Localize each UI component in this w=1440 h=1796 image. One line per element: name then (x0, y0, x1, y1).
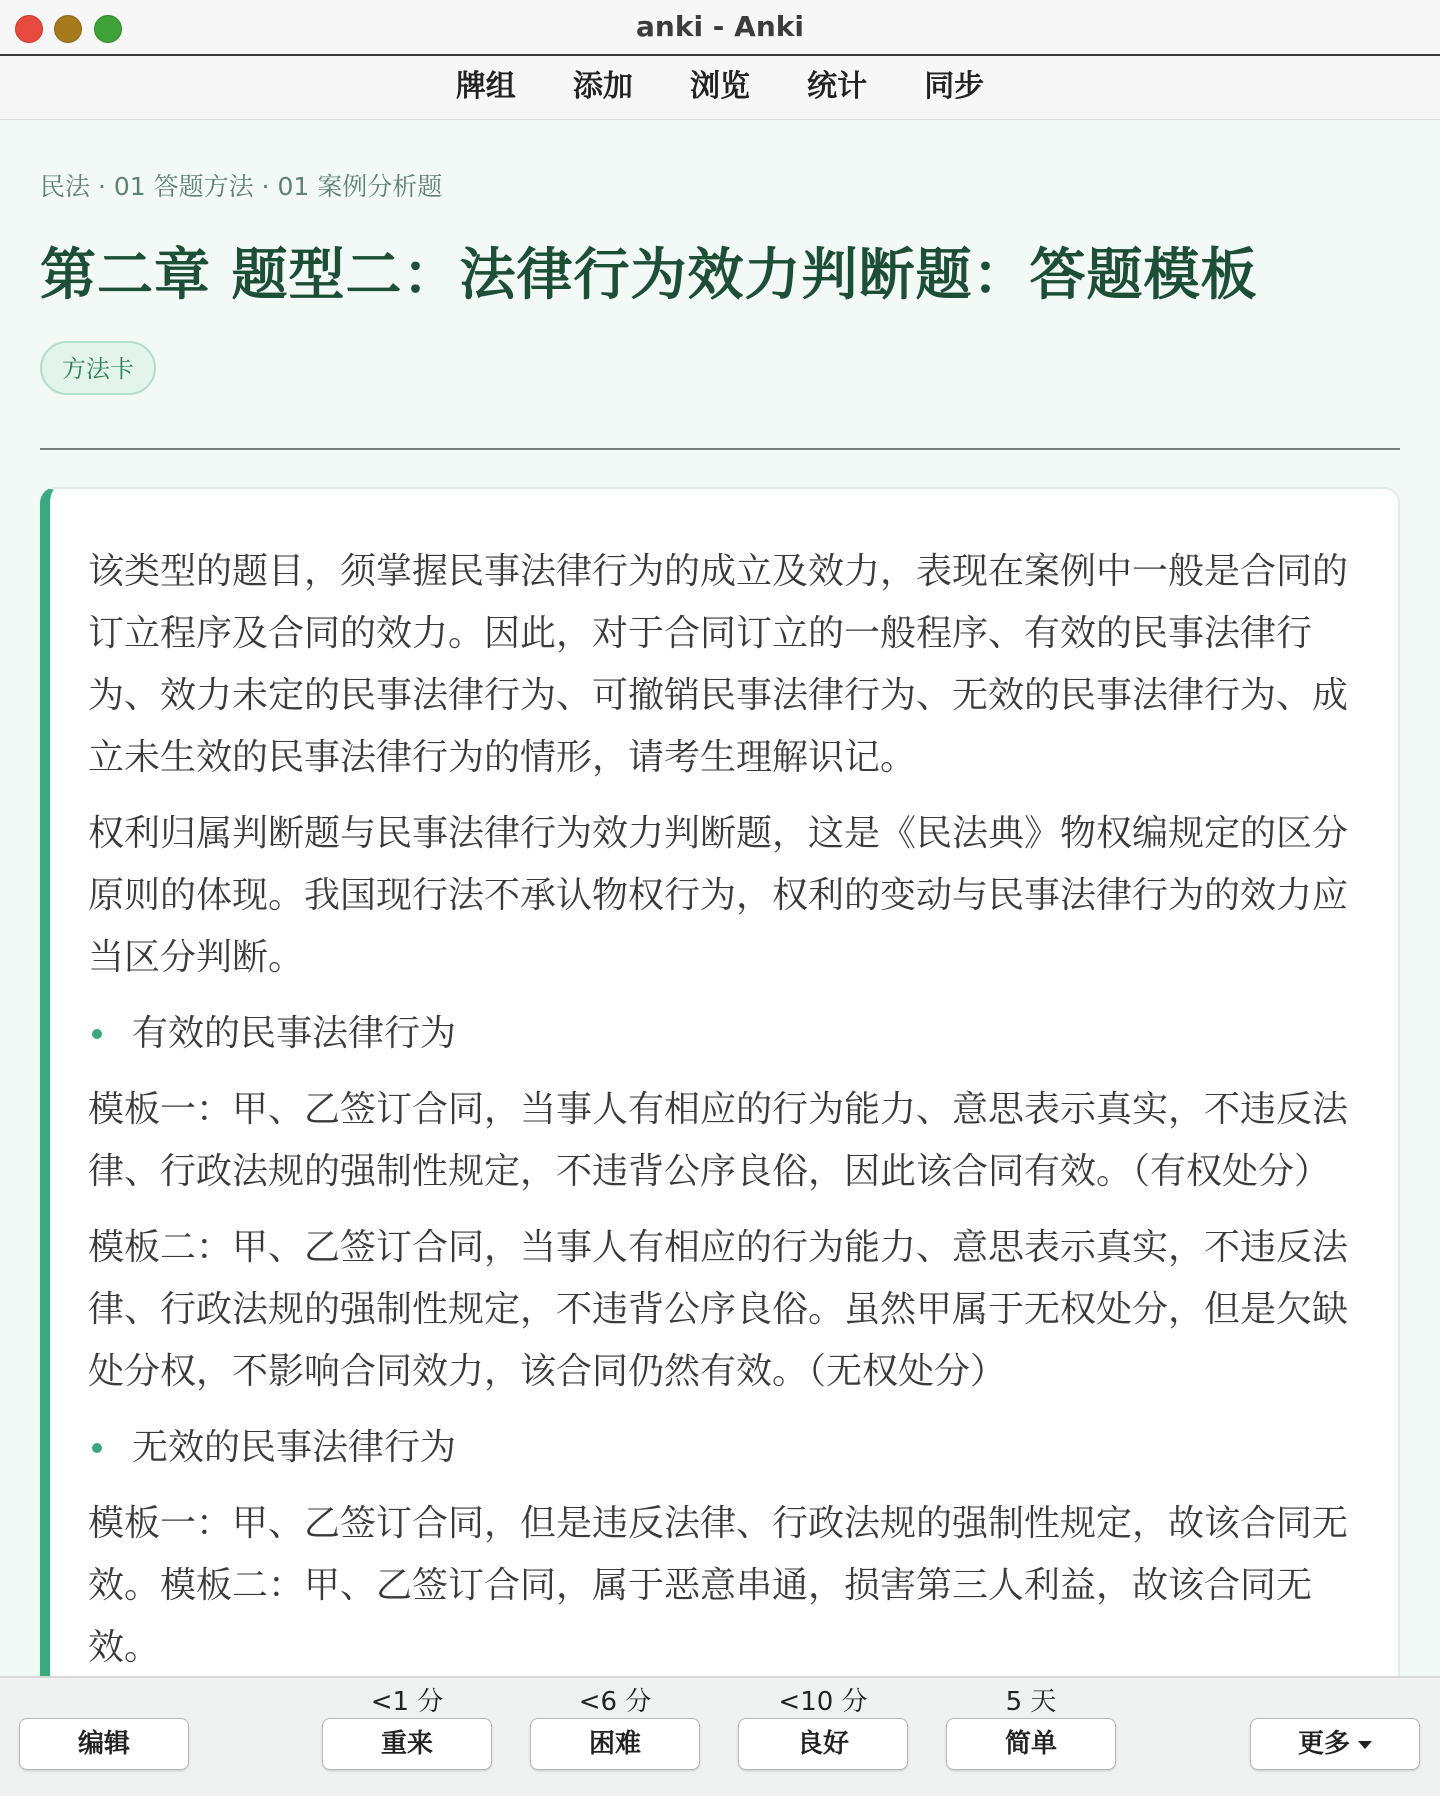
intro-paragraph: 该类型的题目，须掌握民事法律行为的成立及效力，表现在案例中一般是合同的订立程序及合同的效力。因此，对于合同订立的一般程序、有效的民事法律行为、效力未定的民事法律行为、可撤销民事法律行为、无效的民事法律行为、成立未生效的民事法律行为的情形，请考生理解识记。 (88, 551, 1349, 778)
review-content (40, 120, 1400, 1668)
answer-bar (0, 1676, 1440, 1796)
chevron-down-icon (1358, 1741, 1372, 1749)
bullet-dot-icon (92, 1443, 102, 1453)
tab-stats[interactable]: 统计 (807, 69, 868, 104)
main-toolbar (0, 56, 1440, 120)
section-heading-invalid: 无效的民事法律行为 (132, 1427, 457, 1468)
hard-interval: <6 分 (578, 1687, 652, 1717)
divider (40, 448, 1400, 450)
breadcrumb: 民法 · 01 答题方法 · 01 案例分析题 (40, 172, 443, 201)
invalid-templates: 模板一：甲、乙签订合同，但是违反法律、行政法规的强制性规定，故该合同无效。模板二：甲、乙签订合同，属于恶意串通，损害第三人利益，故该合同无效。 (88, 1503, 1349, 1668)
card-panel (40, 487, 1400, 1787)
list-item (88, 1003, 1358, 1065)
good-interval: <10 分 (778, 1687, 868, 1717)
section-heading-valid: 有效的民事法律行为 (132, 1013, 457, 1054)
again-button[interactable]: 重来 (322, 1718, 492, 1770)
tab-decks[interactable]: 牌组 (455, 69, 516, 104)
more-button[interactable] (1250, 1718, 1420, 1770)
hard-button[interactable]: 困难 (530, 1718, 700, 1770)
card-tag: 方法卡 (40, 341, 156, 395)
valid-template-2: 模板二：甲、乙签订合同，当事人有相应的行为能力、意思表示真实，不违反法律、行政法规的强制性规定，不违背公序良俗。虽然甲属于无权处分，但是欠缺处分权，不影响合同效力，该合同仍然有效。（无权处分） (88, 1227, 1349, 1392)
page-title: 第二章 题型二：法律行为效力判断题：答题模板 (40, 243, 1258, 308)
tab-sync[interactable]: 同步 (924, 69, 985, 104)
again-interval: <1 分 (370, 1687, 444, 1717)
card-body (50, 489, 1398, 1679)
more-button-label: 更多 (1297, 1729, 1350, 1759)
title-bar (0, 0, 1440, 56)
principle-paragraph: 权利归属判断题与民事法律行为效力判断题，这是《民法典》物权编规定的区分原则的体现。我国现行法不承认物权行为，权利的变动与民事法律行为的效力应当区分判断。 (88, 813, 1349, 978)
tab-browse[interactable]: 浏览 (690, 69, 750, 104)
easy-button[interactable]: 简单 (946, 1718, 1116, 1770)
list-item (88, 1417, 1358, 1479)
good-button[interactable]: 良好 (738, 1718, 908, 1770)
valid-template-1: 模板一：甲、乙签订合同，当事人有相应的行为能力、意思表示真实，不违反法律、行政法规的强制性规定，不违背公序良俗，因此该合同有效。（有权处分） (88, 1089, 1349, 1192)
easy-interval: 5 天 (1005, 1687, 1057, 1717)
window-title: anki - Anki (636, 10, 804, 43)
bullet-dot-icon (92, 1029, 102, 1039)
edit-button[interactable]: 编辑 (19, 1718, 189, 1770)
tab-add[interactable]: 添加 (572, 69, 633, 104)
